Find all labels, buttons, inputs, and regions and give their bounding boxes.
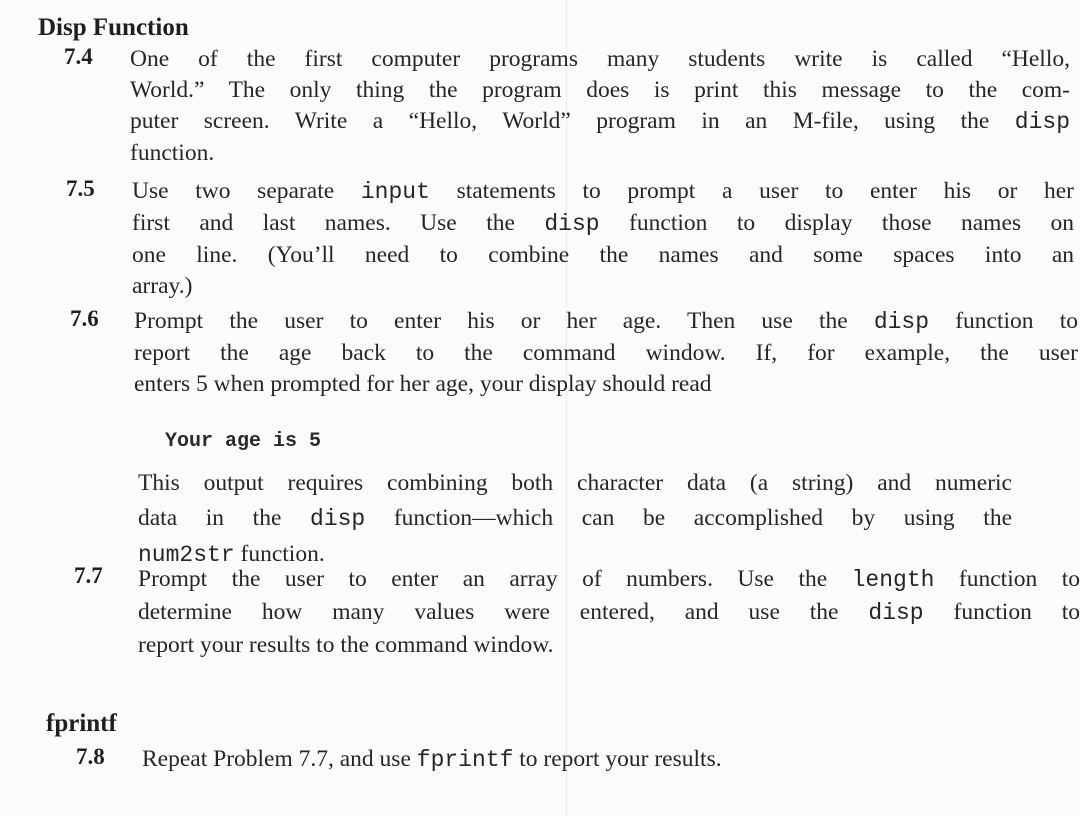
text-line: World.” The only thing the program does is print this message to the com- <box>130 77 1070 103</box>
code-term: length <box>851 567 935 593</box>
code-example: Your age is 5 <box>165 430 322 453</box>
problem-text <box>138 563 1080 661</box>
code-term: disp <box>873 309 930 335</box>
problem-text <box>132 176 1074 302</box>
section-heading-disp-function: Disp Function <box>38 14 189 41</box>
text-segment: Repeat Problem 7.7, and use <box>142 746 417 772</box>
problem-number: 7.4 <box>64 44 93 69</box>
code-term: disp <box>310 506 366 532</box>
problem-text <box>142 744 942 776</box>
section-heading-fprintf: fprintf <box>46 710 117 737</box>
text-line: array.) <box>132 273 193 299</box>
text-segment: to report your results. <box>513 746 722 772</box>
text-line: enters 5 when prompted for her age, your display should read <box>134 371 712 397</box>
text-line: report your results to the command window. <box>138 632 554 658</box>
text-segment: Use two separate <box>132 178 361 204</box>
text-segment: data in the <box>138 505 311 531</box>
text-line: function. <box>130 140 215 166</box>
problem-number: 7.6 <box>70 306 99 331</box>
code-term: input <box>360 179 430 205</box>
text-segment: function to <box>934 566 1080 592</box>
text-segment: function to display those names on <box>599 210 1074 236</box>
text-line <box>132 176 1074 208</box>
text-line <box>132 208 1074 240</box>
code-term: disp <box>1014 109 1070 135</box>
text-segment: function. <box>234 541 325 567</box>
code-term: disp <box>868 600 924 626</box>
problem-number: 7.5 <box>66 176 95 201</box>
code-term: fprintf <box>416 747 514 773</box>
text-line: report the age back to the command window. If, for example, the user <box>134 340 1078 366</box>
text-segment: function to <box>923 599 1080 625</box>
problem-number: 7.8 <box>76 744 105 769</box>
problem-text <box>130 44 1070 169</box>
text-line <box>138 501 1012 537</box>
text-segment: Prompt the user to enter his or her age. Then use the <box>134 308 874 334</box>
text-line <box>134 306 1078 338</box>
text-segment: determine how many values were entered, and use the <box>138 599 869 625</box>
text-line <box>142 744 942 776</box>
text-line <box>138 563 1080 596</box>
text-line: This output requires combining both character data (a string) and numeric <box>138 470 1012 496</box>
problem-number: 7.7 <box>74 563 103 588</box>
code-term: num2str <box>138 542 235 568</box>
text-segment: statements to prompt a user to enter his or her <box>429 178 1074 204</box>
text-segment: function to <box>929 308 1078 334</box>
text-segment: Prompt the user to enter an array of numbers. Use the <box>138 566 852 592</box>
problem-7-6-continuation <box>138 466 1012 573</box>
text-segment: puter screen. Write a “Hello, World” program in an M-file, using the <box>130 108 1015 134</box>
problem-text <box>134 306 1078 400</box>
text-segment: first and last names. Use the <box>132 210 545 236</box>
text-line <box>138 596 1080 629</box>
text-line: One of the first computer programs many students write is called “Hello, <box>130 46 1070 72</box>
text-segment: function—which can be accomplished by using the <box>365 505 1012 531</box>
text-line: one line. (You’ll need to combine the names and some spaces into an <box>132 242 1074 268</box>
code-term: disp <box>544 211 600 237</box>
text-line <box>130 106 1070 138</box>
